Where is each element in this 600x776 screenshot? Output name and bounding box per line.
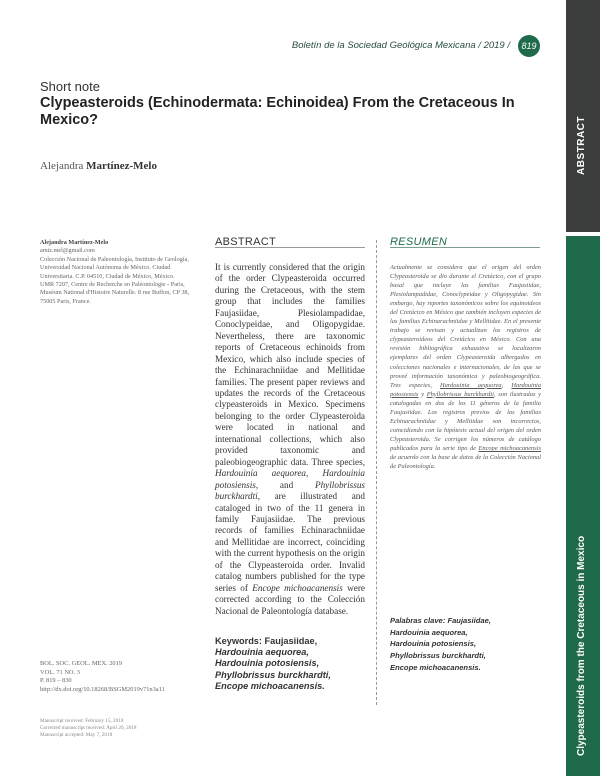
affiliation-line: Colección Nacional de Paleontología, Instituto de Geología, Universidad Nacional Autónoma de México. Ciudad Universitaria. C.P. 04510, Ciudad de México, México.: [40, 255, 189, 280]
keyword: Faujasiidae,: [264, 636, 318, 646]
sidebar-section-label: ABSTRACT: [576, 116, 587, 175]
resumen-body: [390, 263, 541, 471]
resumen-text: Actualmente se considera que el origen del orden Clypeasteroida se dio durante el Cretácico, con el grupo basal que incluye las familias Faujasiidae, Plesiolampadidae, Conoclypeidae y Oligopygidae. Sin embargo, hay reportes taxonómicos sobre los equinoideos del Cretácico en México que también incluyen especies de las familias Echinarachniidae y Mellitidae. En el presente trabajo se revisan y actualizan los registros de clypeasteroideos del Cretácico en México. Con una revisión bibliográfica exhaustiva se localizaron ejemplares del orden Clypeasteroida albergados en colecciones nacionales e internacionales, de las que se proveé información taxonómica y paleobiogeográfica. Tres especies,: [390, 264, 541, 389]
journal-name: Boletín de la Sociedad Geológica Mexicana: [291, 40, 476, 51]
author-last-name: Martínez-Melo: [86, 160, 157, 172]
species-name: Hardouinia potosiensis: [390, 381, 541, 398]
author-email[interactable]: amtz.mel@gmail.com: [40, 247, 95, 255]
keyword: Hardouinia aequorea,: [390, 627, 468, 637]
keyword: Phyllobrissus burckhardti,: [215, 669, 331, 680]
resumen-text: , son ilustradas y catalogadas en dos de los 11 géneros de la familia Faujasiidae. Los registros previos de las familias Echinarachniidae y Mellitidae son incorrectos, coincidiendo con la hipótesis actual del origen del orden Clypeasteroida. Se corrigen los números de catálogo publicados para la serie tipo de: [390, 390, 541, 452]
keyword: Faujasiidae,: [447, 616, 491, 625]
citation-pages: P. 819 ‒ 830: [40, 677, 72, 685]
species-name: Hardouinia aequorea: [215, 468, 307, 479]
keyword: Hardouinia potosiensis,: [390, 639, 477, 649]
abstract-text: , are illustrated and cataloged in two of the 11 genera in family Faujasiidae. The previous records of families Echinarachniidae and Mellitidae are incorrect, coinciding with the current hypothesis on the origin of the Clypeasteroida order. Invalid catalog numbers published for the type series of: [215, 491, 365, 593]
keywords-label: Keywords:: [215, 636, 262, 646]
citation-volume: VOL. 71 NO. 3: [40, 668, 80, 676]
sidebar-section-tab: [566, 0, 600, 232]
abstract-text: ,: [306, 468, 323, 479]
affiliation-line: UMR 7207, Centre de Recherche en Paléontologie - Paris, Muséum National d'Histoire Naturelle. 8 rue Buffon, CP 38, 75005 Paris, France.: [40, 281, 190, 305]
resumen-heading-rule: [390, 247, 540, 248]
affiliation-block: [40, 239, 200, 306]
sidebar-running-title: [566, 236, 600, 776]
abstract-keywords: [215, 636, 365, 692]
manuscript-history: [40, 718, 200, 738]
abstract-heading: ABSTRACT: [215, 236, 277, 248]
species-name: Encope michoacanensis: [252, 582, 343, 593]
keyword: Encope michoacanensis.: [215, 680, 325, 691]
section-type: Short note: [40, 79, 100, 94]
keyword: Phyllobrissus burckhardti,: [390, 651, 486, 661]
abstract-text: were corrected according to the Colección Nacional de Paleontología database.: [215, 582, 365, 616]
author-line: [40, 160, 157, 172]
author-first-name: Alejandra: [40, 160, 84, 172]
keyword: Hardouinia aequorea,: [215, 647, 309, 658]
history-received: Manuscript received: February 15, 2018: [40, 718, 124, 724]
keywords-label: Palabras clave:: [390, 616, 446, 625]
citation-block: [40, 660, 200, 694]
keyword: Hardouinia potosiensis,: [215, 658, 320, 669]
keyword: Encope michoacanensis.: [390, 662, 481, 672]
affiliation-name: Alejandra Martínez-Melo: [40, 239, 109, 246]
species-name: Encope michoacanensis: [478, 444, 541, 452]
abstract-body: [215, 262, 365, 617]
species-name: Hardouinia aequorea: [439, 381, 502, 389]
journal-header: [240, 40, 510, 51]
resumen-heading: RESUMEN: [390, 236, 448, 248]
resumen-text: de acuerdo con la base de datos de la Colección Nacional de Paleontología.: [390, 453, 541, 471]
sidebar-running-title-text: Clypeasteroids from the Cretaceous in Mexico: [576, 535, 587, 756]
abstract-text: , and: [255, 479, 315, 490]
resumen-text: y: [418, 390, 427, 398]
paper-title: Clypeasteroids (Echinodermata: Echinoidea) From the Cretaceous In Mexico?: [40, 95, 515, 128]
species-name: Hardouinia potosiensis: [215, 468, 365, 490]
column-divider: [376, 240, 377, 705]
resumen-text: ,: [501, 381, 512, 389]
citation-doi-link[interactable]: http://dx.doi.org/10.18268/BSGM2019v71n3a11: [40, 685, 165, 693]
species-name: Phyllobrissus burckhardti: [215, 479, 365, 502]
resumen-keywords: [390, 615, 541, 674]
page-number-badge: 819: [518, 35, 540, 57]
species-name: Phyllobrissus burckhardti: [426, 390, 494, 398]
abstract-heading-rule: [215, 247, 365, 248]
abstract-text: It is currently considered that the origin of the order Clypeasteroida occurred during the Cretaceous, with the stem group that includes the families Faujasiidae, Plesiolampadidae, Conoclypeidae, and Oligopygidae. Nevertheless, there are taxonomic reports of Cretaceous echinoids from Mexico, which also include species of the Echinarachniidae and Mellitidae families. The present paper reviews and updates the records of the Cretaceous clypeasteroids in Mexico. Specimens belonging to the order Clypeasteroida were located in national and international collections, which also provided taxonomic and paleobiogeographic data. Three species,: [215, 262, 365, 467]
journal-year: / 2019 /: [478, 40, 510, 51]
citation-journal: BOL. SOC. GEOL. MEX. 2019: [40, 660, 123, 667]
history-accepted: Manuscript accepted: May 7, 2018: [40, 731, 113, 738]
history-corrected: Corrected manuscript received: April 26, 2018: [40, 724, 137, 731]
